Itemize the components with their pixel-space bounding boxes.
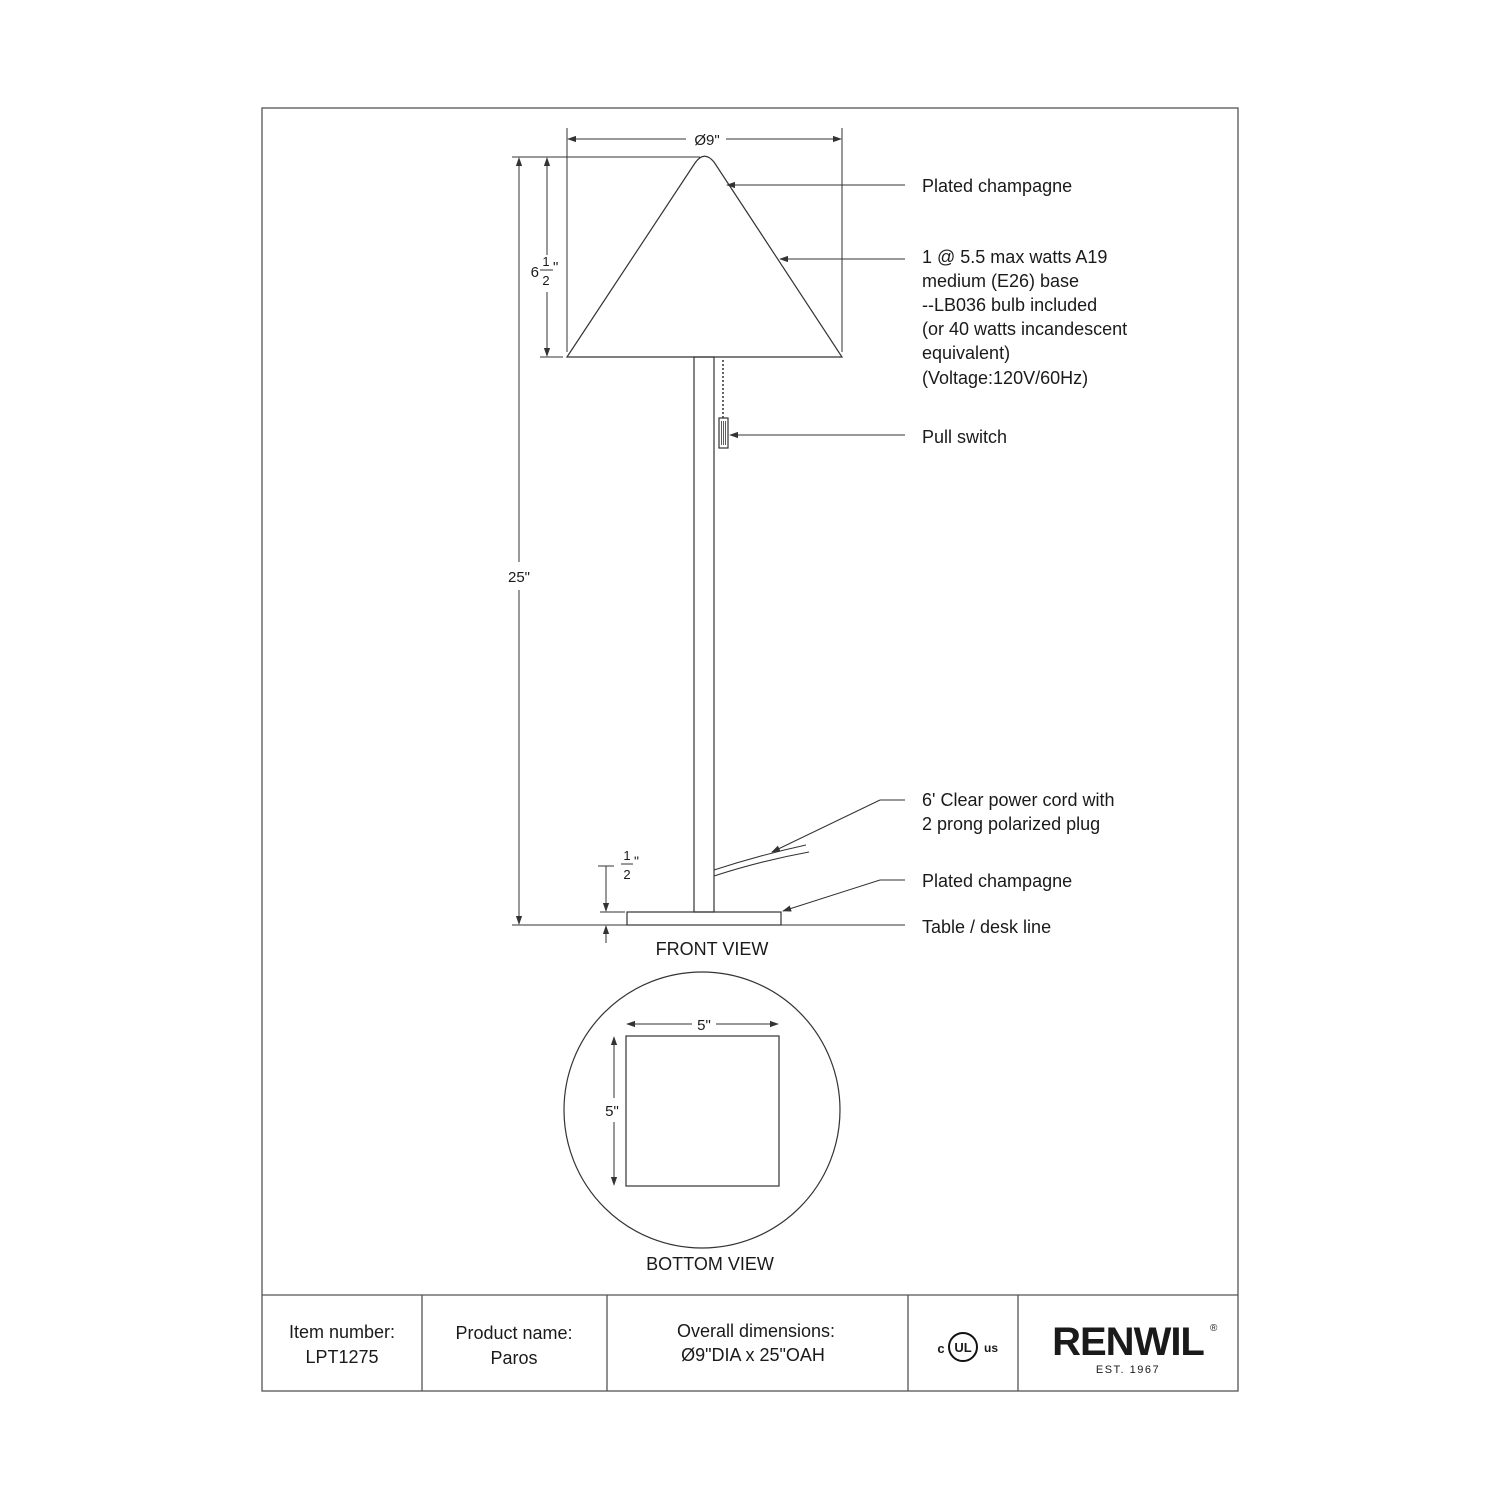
- overall-height-dimension: [508, 158, 530, 924]
- lamp-base: [627, 912, 781, 925]
- cul-us-certification-icon: [937, 1333, 998, 1361]
- callout-bulb: [780, 247, 1127, 388]
- overall-dimensions-label: Overall dimensions:: [676, 1321, 836, 1341]
- shade-height-num: 1: [542, 254, 550, 269]
- bottom-view-label: BOTTOM VIEW: [646, 1254, 774, 1274]
- shade-height-dimension: [531, 158, 559, 356]
- brand-established: EST. 1967: [1095, 1364, 1161, 1376]
- overall-height-label: 25": [507, 569, 531, 586]
- svg-text:(or 40 watts incandescent: (or 40 watts incandescent: [922, 319, 1128, 339]
- base-depth-label: 5": [605, 1103, 619, 1120]
- shade-height-den: 2: [542, 273, 550, 288]
- svg-text:6' Clear power cord with: 6' Clear power cord with: [922, 790, 1115, 810]
- base-width-label: 5": [697, 1017, 711, 1034]
- base-thickness-den: 2: [623, 867, 631, 882]
- title-block: [262, 1295, 1238, 1391]
- product-name-label: Product name:: [455, 1323, 573, 1343]
- overall-dimensions-value: Ø9"DIA x 25"OAH: [681, 1345, 825, 1365]
- lamp-stem: [694, 357, 714, 912]
- svg-text:c: c: [937, 1341, 945, 1356]
- base-thickness-num: 1: [623, 848, 631, 863]
- svg-text:1 @ 5.5 max watts A19: 1 @ 5.5 max watts A19: [922, 247, 1108, 267]
- renwil-logo: [1052, 1320, 1218, 1376]
- item-number-label: Item number:: [288, 1322, 396, 1342]
- svg-text:2 prong polarized plug: 2 prong polarized plug: [922, 814, 1101, 834]
- svg-text:": ": [634, 853, 639, 869]
- svg-text:Plated champagne: Plated champagne: [922, 871, 1073, 891]
- shade-height-whole: 6: [530, 264, 539, 281]
- shade-diameter-label: Ø9": [694, 132, 720, 149]
- base-square: [626, 1036, 779, 1186]
- callout-pull-switch: [730, 427, 1007, 447]
- front-view-label: FRONT VIEW: [655, 939, 769, 959]
- svg-text:medium (E26) base: medium (E26) base: [922, 271, 1080, 291]
- callout-power-cord: [772, 790, 1115, 852]
- svg-text:(Voltage:120V/60Hz): (Voltage:120V/60Hz): [922, 368, 1089, 388]
- svg-text:--LB036 bulb included: --LB036 bulb included: [922, 295, 1098, 315]
- brand-name: RENWIL: [1052, 1320, 1204, 1364]
- shade-diameter-dimension: [567, 128, 842, 352]
- svg-text:": ": [553, 259, 559, 276]
- power-cord: [714, 845, 806, 870]
- svg-text:UL: UL: [954, 1340, 972, 1355]
- svg-text:Pull switch: Pull switch: [922, 427, 1008, 447]
- lamp-shade: [567, 156, 842, 357]
- product-name-value: Paros: [490, 1348, 538, 1368]
- svg-text:®: ®: [1210, 1323, 1218, 1334]
- svg-text:Plated champagne: Plated champagne: [922, 176, 1073, 196]
- lamp-bottom-view: [564, 972, 840, 1248]
- item-number-value: LPT1275: [305, 1347, 379, 1367]
- lamp-front-view: [567, 156, 842, 925]
- svg-text:equivalent): equivalent): [922, 343, 1011, 363]
- callout-shade-finish: [727, 176, 1072, 196]
- callout-base-finish: [783, 871, 1072, 911]
- callout-table-line: [781, 917, 1051, 937]
- svg-text:Table / desk line: Table / desk line: [922, 917, 1052, 937]
- base-thickness-dimension: [598, 848, 639, 943]
- svg-text:us: us: [983, 1341, 999, 1355]
